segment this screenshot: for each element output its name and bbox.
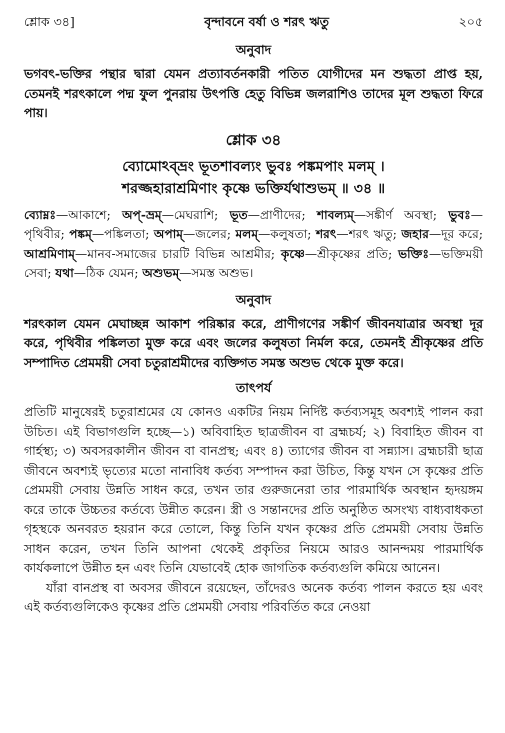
synonym-meaning: —পৃথিবীর; (24, 207, 483, 241)
synonym-meaning: —সমস্ত অশুভ। (179, 266, 254, 280)
running-header (24, 0, 483, 34)
synonym-word: শরৎ (315, 227, 337, 241)
synonym-meaning: —পঙ্কিলতা; (91, 227, 154, 241)
verse-line-1: ব্যোমোঽব্ভ্রং ভূতশাবল্যং ভুবঃ পঙ্কমপাং মলম্ । (122, 158, 385, 175)
synonym-word: ব্যোম্নঃ (24, 207, 57, 222)
synonym-meaning: —শ্রীকৃষ্ণের প্রতি; (304, 246, 399, 261)
verse-line-2: শরজ্জহারাশ্রমিণাং কৃষ্ণে ভক্তির্যথাশুভম্ ॥ ৩৪ ॥ (121, 180, 386, 197)
synonym-word: ভূত (229, 207, 248, 222)
synonym-word: মলম্ (235, 227, 259, 241)
synonym-meaning: —মেঘরাশি; (161, 207, 230, 222)
synonym-word: অশুভম্ (142, 266, 180, 280)
prev-translation-text: ভগবৎ-ভক্তির পন্থার দ্বারা যেমন প্রত্যাবর্তনকারী পতিত যোগীদের মন শুদ্ধতা প্রাপ্ত হয়, তেমনই শরৎকালে পদ্ম ফুল পুনরায় উৎপত্তি হেতু বিভিন্ন জলরাশিও তাদের মূল শুদ্ধতা ফিরে পায়। (24, 66, 483, 120)
synonym-meaning: —প্রাণীদের; (247, 207, 317, 222)
synonym-meaning: —আকাশে; (56, 207, 123, 222)
synonym-word: অপাম্ (153, 227, 184, 241)
prev-translation-heading: অনুবাদ (235, 42, 272, 57)
synonym-meaning: —দূর করে; (428, 227, 483, 241)
synonyms-paragraph (24, 206, 483, 284)
synonym-word: জহার (401, 227, 429, 241)
synonym-meaning: —সঙ্কীর্ণ অবস্থা; (353, 207, 449, 222)
synonym-word: শাবল্যম্ (316, 207, 354, 222)
synonym-word: অপ্-ভ্রম্ (122, 207, 162, 222)
synonym-word: ভক্তিঃ (398, 246, 429, 261)
purport-paragraph-1: প্রতিটি মানুষেরই চতুরাশ্রমের যে কোনও একটির নিয়ম নির্দিষ্ট কর্তব্যসমূহ অবশ্যই পালন করা উচিত। এই বিভাগগুলি হচ্ছে—১) অবিবাহিত ছাত্রজীবন বা ব্রহ্মচর্য; ২) বিবাহিত জীবন বা গার্হস্থ্য; ৩) অবসরকালীন জীবন বা বানপ্রস্থ; এবং ৪) ত্যাগের জীবন বা সন্ন্যাস। ব্রহ্মচারী ছাত্র জীবনে অবশ্যই ভৃত্যের মতো নানাবিধ কর্তব্য সম্পাদন করা উচিত, কিন্তু যখন সে কৃষ্ণের প্রতি প্রেমময়ী সেবায় উন্নতি সাধন করে, তখন তার গুরুজনেরা তার পারমার্থিক অবস্থান হৃদয়ঙ্গম করে তাকে উচ্চতর কর্তব্যে উন্নীত করেন। স্ত্রী ও সন্তানদের প্রতি অনুষ্ঠিত অসংখ্য বাধ্যবাধকতা গৃহস্থকে অনবরত হয়রান করে তোলে, কিন্তু তিনি যখন কৃষ্ণের প্রতি প্রেমময়ী সেবায় উন্নতি সাধন করেন, তখন তিনি আপনা থেকেই প্রকৃতির নিয়মে আরও আনন্দময় পারমার্থিক কার্যকলাপে উন্নীত হন এবং তিনি যেভাবেই হোক জাগতিক কর্তব্যগুলি কমিয়ে আনেন। (24, 404, 483, 575)
synonym-word: আশ্রমিণাম্ (24, 246, 76, 261)
header-chapter-title: বৃন্দাবনে বর্ষা ও শরৎ ঋতু (204, 14, 330, 29)
purport-paragraph-2: যাঁরা বানপ্রস্থ বা অবসর জীবনে রয়েছেন, তাঁদেরও অনেক কর্তব্য পালন করতে হয় এবং এই কর্তব্যগুলিকেও কৃষ্ণের প্রতি প্রেমময়ী সেবায় পরিবর্তিত করে নেওয়া (24, 579, 483, 614)
page-number: ২০৫ (458, 14, 483, 29)
synonym-word: কৃষ্ণে (280, 246, 305, 261)
synonym-meaning: —ঠিক যেমন; (73, 266, 143, 280)
synonym-meaning: —জলের; (183, 227, 236, 241)
synonym-meaning: —কলুষতা; (258, 227, 316, 241)
synonym-word: ভুবঃ (448, 207, 471, 222)
synonym-word: পঙ্কম্ (69, 227, 92, 241)
synonym-word: যথা (55, 266, 74, 280)
header-verse-ref: শ্লোক ৩৪] (24, 14, 75, 29)
synonym-meaning: —মানব-সমাজের চারটি বিভিন্ন আশ্রমীর; (75, 246, 281, 261)
translation-heading: অনুবাদ (235, 291, 272, 307)
verse-title: শ্লোক ৩৪ (225, 130, 282, 149)
synonym-meaning: —ভক্তিময়ী সেবা; (24, 246, 483, 280)
synonym-meaning: —শরৎ ঋতু; (336, 227, 402, 241)
translation-text: শরৎকাল যেমন মেঘাচ্ছন্ন আকাশ পরিষ্কার করে, প্রাণীগণের সঙ্কীর্ণ জীবনযাত্রার অবস্থা দূর করে, পৃথিবীর পঙ্কিলতা মুক্ত করে এবং জলের কলুষতা নির্মল করে, তেমনই শ্রীকৃষ্ণের প্রতি সম্পাদিত প্রেমময়ী সেবা চতুরাশ্রমীদের ব্যক্তিগত সমস্ত অশুভ থেকে মুক্ত করে। (24, 315, 483, 370)
purport-heading: তাৎপর্য (235, 380, 272, 395)
